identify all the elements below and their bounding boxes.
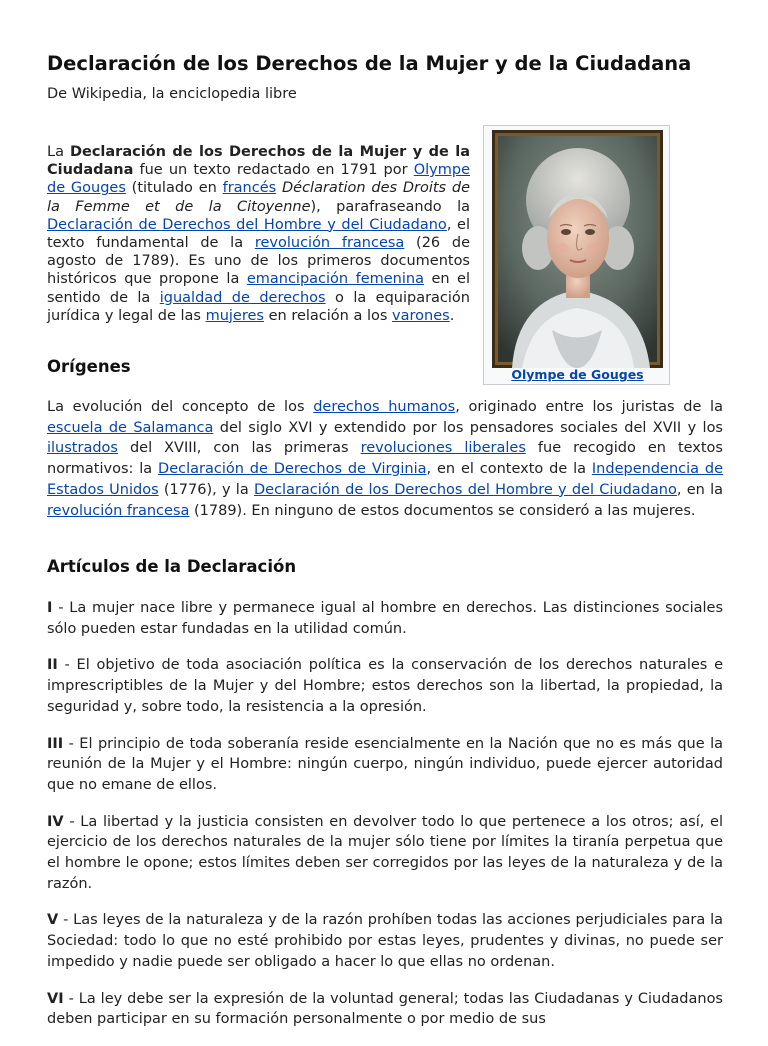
article-text: - La ley debe ser la expresión de la voluntad general; todas las Ciudadanas y Ciudadanos deben participar en su formación personalmente o por medio de sus	[47, 990, 723, 1028]
intro-text: (26 de agosto de 1789). Es uno de los primeros documentos históricos que propone la	[47, 235, 471, 288]
section-heading-articulos: Artículos de la Declaración	[47, 557, 297, 576]
article-text: - La libertad y la justicia consisten en devolver todo lo que pertenece a los otros; así, el ejercicio de los derechos naturales de la mujer sólo tiene por límites la tiranía perpetua que el hombre le opone; estos límites deben ser corregidos por las leyes de la naturaleza y de la razón.	[47, 813, 723, 892]
article-number: III	[47, 735, 64, 752]
section-heading-origenes: Orígenes	[47, 357, 131, 376]
origenes-text: del XVIII, con las primeras	[117, 440, 361, 457]
origenes-text: (1789). En ninguno de estos documentos se consideró a las mujeres.	[189, 502, 696, 519]
intro-section	[47, 143, 470, 325]
article-item-5	[47, 910, 723, 972]
intro-text: La	[47, 144, 70, 160]
link-ilustrados[interactable]: ilustrados	[47, 440, 118, 457]
origenes-text: , en el contexto de la	[426, 461, 592, 478]
origenes-paragraph	[47, 397, 723, 521]
intro-text: ), parafraseando la	[310, 198, 470, 215]
intro-text: , el texto fundamental de la	[47, 216, 471, 252]
link-revolucion-francesa[interactable]: revolución francesa	[254, 235, 405, 252]
portrait-figure	[483, 125, 670, 385]
intro-text: en el sentido de la	[47, 271, 471, 306]
link-declaracion-virginia[interactable]: Declaración de Derechos de Virginia	[158, 461, 427, 478]
article-text: - Las leyes de la naturaleza y de la razón prohíben todas las acciones perjudiciales para la Sociedad: todo lo que no esté prohibido por estas leyes, prudentes y divinas, no puede ser impedido y nadie puede ser obligado a hacer lo que ellas no ordenan.	[47, 912, 723, 970]
link-revolucion-francesa-2[interactable]: revolución francesa	[47, 502, 190, 519]
intro-text: en relación a los	[263, 307, 393, 324]
intro-text: .	[449, 307, 455, 324]
intro-text: (titulado en	[125, 180, 223, 197]
page-title: Declaración de los Derechos de la Mujer y de la Ciudadana	[47, 52, 692, 75]
link-caption-olympe[interactable]: Olympe de Gouges	[511, 367, 644, 382]
link-emancipacion-femenina[interactable]: emancipación femenina	[246, 271, 424, 288]
link-derechos-humanos[interactable]: derechos humanos	[313, 399, 456, 415]
article-number: V	[47, 912, 59, 929]
article-item-2	[47, 655, 723, 717]
intro-french-title: Déclaration des Droits de la Femme et de la Citoyenne	[47, 180, 470, 215]
article-number: I	[47, 600, 53, 616]
link-igualdad-de-derechos[interactable]: igualdad de derechos	[159, 289, 326, 306]
link-revoluciones-liberales[interactable]: revoluciones liberales	[360, 440, 526, 457]
link-frances[interactable]: francés	[222, 180, 277, 197]
article-number: IV	[47, 813, 64, 830]
intro-paragraph	[47, 143, 470, 325]
origenes-section	[47, 397, 723, 521]
link-olympe-de-gouges[interactable]: Olympe de Gouges	[47, 162, 470, 197]
figure-caption	[484, 367, 671, 383]
article-item-1	[47, 598, 723, 639]
origenes-text: del siglo XVI y extendido por los pensadores sociales del XVII y los	[213, 419, 723, 436]
article-item-3	[47, 734, 723, 796]
article-text: - El objetivo de toda asociación política es la conservación de los derechos naturales e imprescriptibles de la Mujer y del Hombre; estos derechos son la libertad, la propiedad, la seguridad y, sobre todo, la resistencia a la opresión.	[47, 657, 723, 715]
article-number: VI	[47, 990, 64, 1007]
link-independencia-estados-unidos[interactable]: Independencia de Estados Unidos	[47, 461, 723, 498]
link-escuela-de-salamanca[interactable]: escuela de Salamanca	[47, 419, 214, 436]
origenes-text: La evolución del concepto de los	[47, 399, 314, 415]
origenes-text: , originado entre los juristas de la	[455, 399, 723, 415]
link-varones[interactable]: varones	[392, 307, 450, 324]
intro-text: o la equiparación jurídica y legal de las	[47, 289, 470, 324]
articulos-section	[47, 598, 723, 1046]
article-text: - La mujer nace libre y permanece igual al hombre en derechos. Las distinciones sociales sólo pueden estar fundadas en la utilidad común.	[47, 600, 723, 637]
article-text: - El principio de toda soberanía reside esencialmente en la Nación que no es más que la reunión de la Mujer y el Hombre: ningún cuerpo, ningún individuo, puede ejercer autoridad que no emane de ellos.	[47, 735, 723, 793]
site-subtitle: De Wikipedia, la enciclopedia libre	[47, 86, 297, 102]
article-content	[47, 52, 723, 1028]
origenes-text: (1776), y la	[158, 481, 254, 498]
link-declaracion-derechos-hombre-ciudadano[interactable]: Declaración de los Derechos del Hombre y del Ciudadano	[253, 481, 677, 498]
link-mujeres[interactable]: mujeres	[205, 307, 264, 324]
origenes-text: , en la	[676, 481, 723, 498]
portrait-image[interactable]	[492, 130, 663, 368]
intro-text: fue un texto redactado en 1791 por	[133, 162, 414, 179]
article-item-4	[47, 812, 723, 895]
article-number: II	[47, 657, 58, 674]
intro-bold-title: Declaración de los Derechos de la Mujer y de la Ciudadana	[47, 144, 470, 179]
origenes-text: fue recogido en textos normativos: la	[47, 440, 723, 478]
link-declaracion-derechos-hombre[interactable]: Declaración de Derechos del Hombre y del Ciudadano	[47, 216, 447, 233]
